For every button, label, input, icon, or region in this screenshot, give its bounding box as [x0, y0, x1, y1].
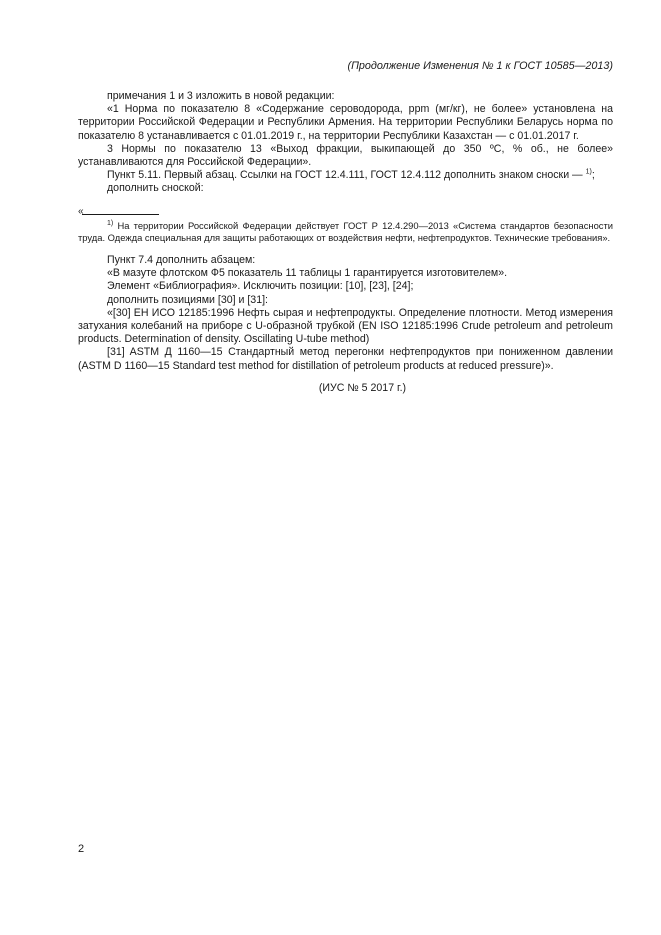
paragraph-item-5-11: Пункт 5.11. Первый абзац. Ссылки на ГОСТ 12.4.111, ГОСТ 12.4.112 дополнить знаком сноски — $^{1)}$;	[107, 168, 595, 182]
paragraph-note-3: 3 Нормы по показателю 13 «Выход фракции, выкипающей до 350 ºС, % об., не более» устанавливаются для Российской Федерации».	[78, 142, 613, 169]
item-5-11-text: Пункт 5.11. Первый абзац. Ссылки на ГОСТ 12.4.111, ГОСТ 12.4.112 дополнить знаком сноски —	[107, 169, 586, 182]
footnote-body: На территории Российской Федерации действует ГОСТ Р 12.4.290—2013 «Система стандартов безопасности труда. Одежда специальная для защиты работающих от воздействия нефти, нефтепродуктов. Технические требования».	[78, 219, 614, 243]
footnote-rule	[82, 214, 159, 215]
page-number: 2	[78, 843, 85, 855]
paragraph-item-7-4: Пункт 7.4 дополнить абзацем:	[107, 254, 256, 267]
paragraph-ref-30: «[30] ЕН ИСО 12185:1996 Нефть сырая и нефтепродукты. Определение плотности. Метод измерения затухания колебаний на приборе с U-образной трубкой (EN ISO 12185:1996 Crude petroleum and petroleum products. Determination of density. Oscillating U-tube method)	[78, 306, 613, 346]
continuation-header: (Продолжение Изменения № 1 к ГОСТ 10585—2013)	[347, 60, 613, 72]
paragraph-ref-31: [31] ASTM Д 1160—15 Стандартный метод перегонки нефтепродуктов при пониженном давлении (ASTM D 1160—15 Standard test method for distillation of petroleum products at reduced pressure)».	[78, 346, 613, 372]
spacer	[78, 244, 613, 254]
paragraph-note-1: «1 Норма по показателю 8 «Содержание сероводорода, ppm (мг/кг), не более» установлена на территории Российской Федерации и Республики Армения. На территории Республики Беларусь норма по показателю 8 устанавливается с 01.01.2019 г., на территории Республики Казахстан — с 01.01.2017 г.	[78, 103, 613, 142]
paragraph-add-positions: дополнить позициями [30] и [31]:	[107, 293, 268, 306]
paragraph-bibliography: Элемент «Библиография». Исключить позиции: [10], [23], [24];	[107, 280, 414, 293]
footnote-open-quote: «	[78, 205, 84, 217]
footnote-marker: 1)	[107, 219, 114, 227]
paragraph-mazut-f5: «В мазуте флотском Ф5 показатель 11 таблицы 1 гарантируется изготовителем».	[107, 267, 508, 280]
paragraph-notes-intro: примечания 1 и 3 изложить в новой редакции:	[107, 90, 335, 102]
paragraph-add-footnote: дополнить сноской:	[107, 182, 204, 195]
footnote-block	[78, 205, 614, 244]
ius-reference: (ИУС № 5 2017 г.)	[318, 381, 407, 394]
footnote-reference-mark: 1)	[585, 168, 592, 176]
footnote-text	[78, 220, 613, 244]
footnote-separator	[78, 205, 613, 219]
document-body	[78, 90, 613, 395]
